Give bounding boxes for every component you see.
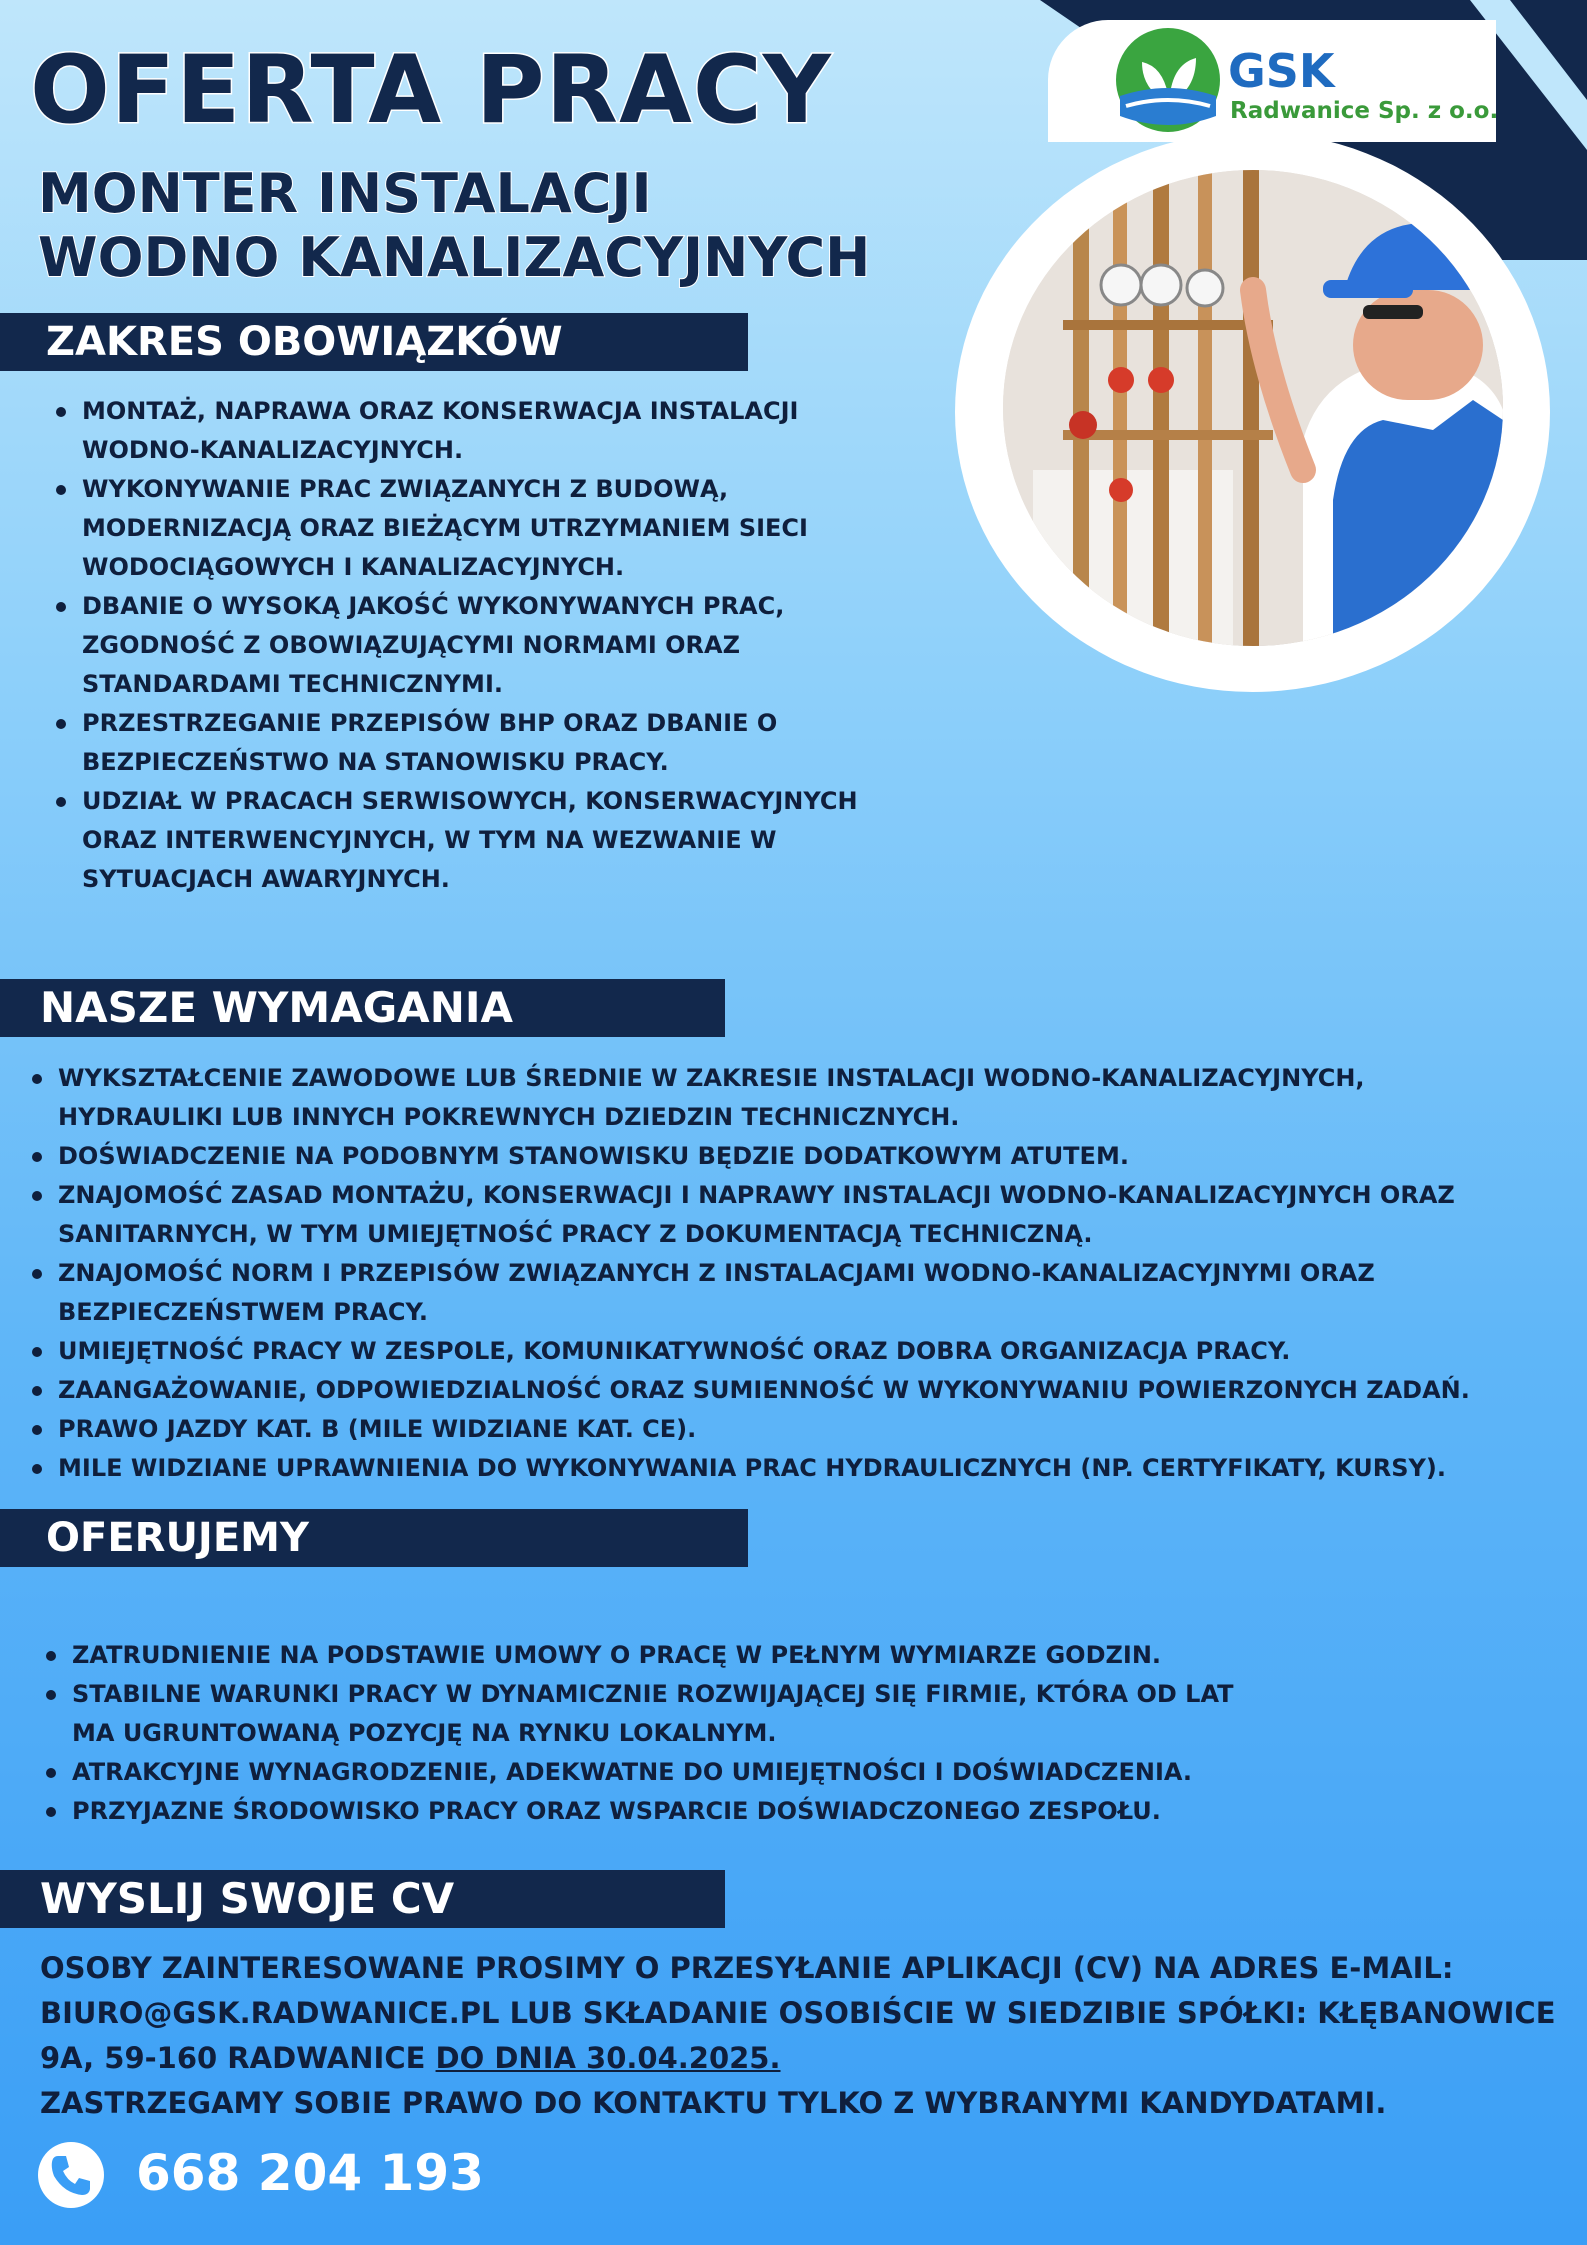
plumber-illustration — [1003, 170, 1503, 646]
contact-note: ZASTRZEGAMY SOBIE PRAWO DO KONTAKTU TYLKO Z WYBRANYMI KANDYDATAMI. — [40, 2086, 1387, 2120]
page-title: OFERTA PRACY — [30, 36, 832, 145]
list-item: PRAWO JAZDY KAT. B (MILE WIDZIANE KAT. CE). — [58, 1410, 1568, 1449]
list-item: UMIEJĘTNOŚĆ PRACY W ZESPOLE, KOMUNIKATYWNOŚĆ ORAZ DOBRA ORGANIZACJA PRACY. — [58, 1332, 1568, 1371]
list-item: DOŚWIADCZENIE NA PODOBNYM STANOWISKU BĘDZIE DODATKOWYM ATUTEM. — [58, 1137, 1568, 1176]
section-heading-requirements: NASZE WYMAGANIA — [0, 979, 725, 1037]
list-item: WYKSZTAŁCENIE ZAWODOWE LUB ŚREDNIE W ZAKRESIE INSTALACJI WODNO-KANALIZACYJNYCH, HYDRAULIKI LUB INNYCH POKREWNYCH DZIEDZIN TECHNICZNYCH. — [58, 1059, 1568, 1137]
requirements-list — [58, 1059, 1568, 1488]
section-heading-duties: ZAKRES OBOWIĄZKÓW — [0, 313, 748, 371]
offer-list — [72, 1636, 1322, 1831]
job-title — [38, 162, 870, 290]
section-heading-send-cv: WYSLIJ SWOJE CV — [0, 1870, 725, 1928]
application-text: OSOBY ZAINTERESOWANE PROSIMY O PRZESYŁANIE APLIKACJI (CV) NA ADRES E-MAIL: BIURO@GSK.RADWANICE.PL LUB SKŁADANIE OSOBIŚCIE W SIEDZIBIE SPÓŁKI: KŁĘBANOWICE 9A, 59-160 RADWANICE — [40, 1951, 1556, 2075]
phone-icon — [36, 2140, 106, 2210]
list-item: PRZYJAZNE ŚRODOWISKO PRACY ORAZ WSPARCIE DOŚWIADCZONEGO ZESPOŁU. — [72, 1792, 1322, 1831]
list-item: ZATRUDNIENIE NA PODSTAWIE UMOWY O PRACĘ W PEŁNYM WYMIARZE GODZIN. — [72, 1636, 1322, 1675]
list-item: ZNAJOMOŚĆ NORM I PRZEPISÓW ZWIĄZANYCH Z INSTALACJAMI WODNO-KANALIZACYJNYMI ORAZ BEZPIECZEŃSTWEM PRACY. — [58, 1254, 1568, 1332]
list-item: DBANIE O WYSOKĄ JAKOŚĆ WYKONYWANYCH PRAC, ZGODNOŚĆ Z OBOWIĄZUJĄCYMI NORMAMI ORAZ STANDARDAMI TECHNICZNYMI. — [82, 587, 942, 704]
list-item: MONTAŻ, NAPRAWA ORAZ KONSERWACJA INSTALACJI WODNO-KANALIZACYJNYCH. — [82, 392, 942, 470]
list-item: WYKONYWANIE PRAC ZWIĄZANYCH Z BUDOWĄ, MODERNIZACJĄ ORAZ BIEŻĄCYM UTRZYMANIEM SIECI WODOCIĄGOWYCH I KANALIZACYJNYCH. — [82, 470, 942, 587]
list-item: ZNAJOMOŚĆ ZASAD MONTAŻU, KONSERWACJI I NAPRAWY INSTALACJI WODNO-KANALIZACYJNYCH ORAZ SANITARNYCH, W TYM UMIEJĘTNOŚĆ PRACY Z DOKUMENTACJĄ TECHNICZNĄ. — [58, 1176, 1568, 1254]
list-item: ZAANGAŻOWANIE, ODPOWIEDZIALNOŚĆ ORAZ SUMIENNOŚĆ W WYKONYWANIU POWIERZONYCH ZADAŃ. — [58, 1371, 1568, 1410]
logo-brand: GSK — [1228, 44, 1335, 98]
list-item: MILE WIDZIANE UPRAWNIENIA DO WYKONYWANIA PRAC HYDRAULICZNYCH (NP. CERTYFIKATY, KURSY). — [58, 1449, 1568, 1488]
list-item: PRZESTRZEGANIE PRZEPISÓW BHP ORAZ DBANIE O BEZPIECZEŃSTWO NA STANOWISKU PRACY. — [82, 704, 942, 782]
phone-number[interactable]: 668 204 193 — [136, 2144, 484, 2202]
leaf-water-logo-icon — [1112, 24, 1224, 136]
section-heading-offer: OFERUJEMY — [0, 1509, 748, 1567]
job-title-line2: WODNO KANALIZACYJNYCH — [38, 226, 871, 289]
plumber-photo — [1003, 170, 1503, 646]
application-deadline: DO DNIA 30.04.2025. — [435, 2041, 781, 2075]
job-title-line1: MONTER INSTALACJI — [38, 162, 652, 225]
list-item: ATRAKCYJNE WYNAGRODZENIE, ADEKWATNE DO UMIEJĘTNOŚCI I DOŚWIADCZENIA. — [72, 1753, 1322, 1792]
application-instructions — [40, 1946, 1570, 2126]
list-item: UDZIAŁ W PRACACH SERWISOWYCH, KONSERWACYJNYCH ORAZ INTERWENCYJNYCH, W TYM NA WEZWANIE W SYTUACJACH AWARYJNYCH. — [82, 782, 942, 899]
duties-list — [82, 392, 942, 899]
list-item: STABILNE WARUNKI PRACY W DYNAMICZNIE ROZWIJAJĄCEJ SIĘ FIRMIE, KTÓRA OD LAT MA UGRUNTOWANĄ POZYCJĘ NA RYNKU LOKALNYM. — [72, 1675, 1322, 1753]
logo-company-name: Radwanice Sp. z o.o. — [1230, 98, 1499, 124]
